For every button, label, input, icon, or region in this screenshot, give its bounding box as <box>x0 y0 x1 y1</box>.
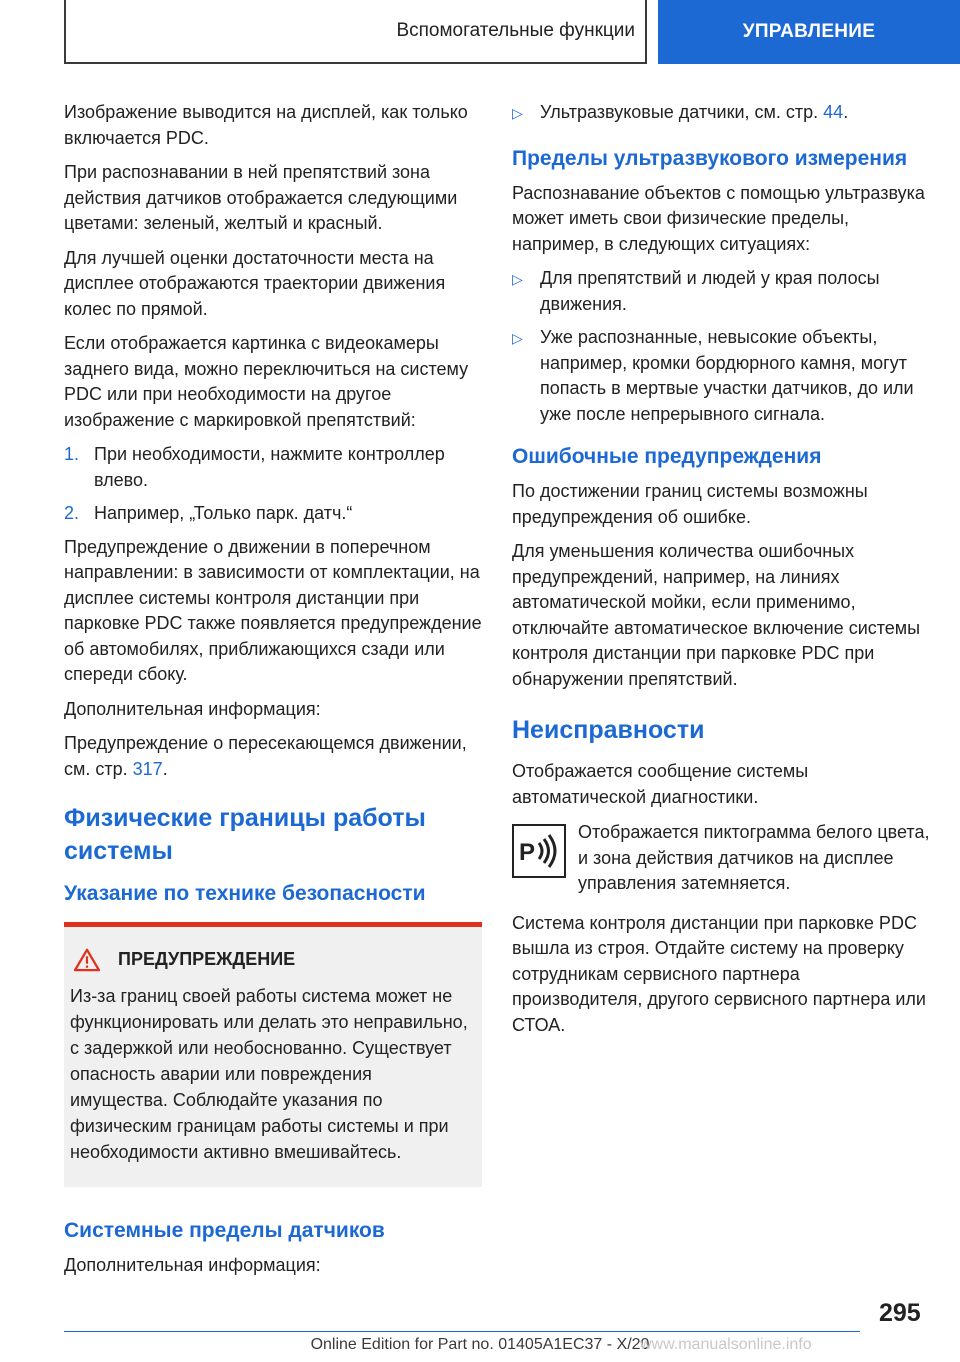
footer-divider <box>64 1331 860 1332</box>
paragraph: Дополнительная информация: <box>64 698 321 719</box>
header-section-title: Вспомогательные функции <box>396 20 635 41</box>
left-column <box>64 100 482 1287</box>
triangle-bullet-icon: ▷ <box>512 330 523 346</box>
warning-text: Из-за границ своей работы система может не функционировать или делать это неправильно, с задержкой или необоснованно. Существует опасность аварии или повреждения имущества. Соблюдайте указания по физическим границам работы системы и при необходимости активно вмешивайтесь. <box>70 985 468 1162</box>
site-watermark: www.manualsonline.info <box>640 1336 812 1353</box>
reference-text: Ультразвуковые датчики, см. стр. <box>540 102 824 122</box>
paragraph: По достижении границ системы возможны предупреждения об ошибке. <box>512 481 868 527</box>
section-heading: Неисправности <box>512 716 705 744</box>
paragraph: Дополнительная информация: <box>64 1254 321 1275</box>
step-text: Например, „Только парк. датч.“ <box>94 503 353 523</box>
right-column <box>512 100 932 1047</box>
footer-edition <box>0 1336 960 1354</box>
warning-title: ПРЕДУПРЕЖДЕНИЕ <box>118 949 296 969</box>
step-number: 2. <box>64 503 80 523</box>
punctuation: . <box>162 758 168 779</box>
icon-note <box>512 820 932 897</box>
warning-header <box>70 947 470 973</box>
header-chapter-title: УПРАВЛЕНИЕ <box>742 21 876 42</box>
warning-triangle-icon <box>72 948 102 972</box>
subsection-heading: Указание по технике безопасности <box>64 882 426 905</box>
step-number: 1. <box>64 444 80 464</box>
page-number: 295 <box>879 1299 921 1327</box>
paragraph: При распознавании в ней препятствий зона действия датчиков отображается следующими цветами: зеленый, желтый и красный. <box>64 162 458 233</box>
page-link[interactable]: 44 <box>823 102 844 122</box>
paragraph: Система контроля дистанции при парковке PDC вышла из строя. Отдайте систему на проверку сотрудникам сервисного партнера производителя, другого сервисного партнера или СТОА. <box>512 912 926 1035</box>
step-text: При необходимости, нажмите контроллер влево. <box>94 444 445 490</box>
section-heading: Физические границы работы системы <box>64 804 426 865</box>
paragraph: Распознавание объектов с помощью ультразвука может иметь свои физические пределы, например, в следующих ситуациях: <box>512 182 925 254</box>
svg-text:P: P <box>519 839 536 866</box>
reference-text: Предупреждение о пересекающемся движении, см. стр. <box>64 733 467 779</box>
bullet-text: Уже распознанные, невысокие объекты, например, кромки бордюрного камня, могут попасть в мертвые участки датчиков, до или уже после непрерывного сигнала. <box>540 327 914 424</box>
header-chapter-tab <box>658 0 960 64</box>
bullet-item <box>512 266 932 317</box>
step-item <box>64 442 482 493</box>
page-link[interactable]: 317 <box>132 758 163 779</box>
paragraph: Для лучшей оценки достаточности места на дисплее отображаются траектории движения колес по прямой. <box>64 247 446 319</box>
header-section-tab <box>64 0 647 64</box>
paragraph <box>64 731 482 782</box>
paragraph: Предупреждение о движении в поперечном направлении: в зависимости от комплектации, на дисплее системы контроля дистанции при парковке PDC также появляется предупреждение об автомобилях, приближающихся сзади или спереди сбоку. <box>64 536 482 684</box>
edition-text: Online Edition for Part no. 01405A1EC37 - X/20 <box>310 1336 650 1353</box>
bullet-text <box>540 100 932 127</box>
subsection-heading: Пределы ультразвукового измерения <box>512 146 908 170</box>
paragraph: Если отображается картинка с видеокамеры заднего вида, можно переключиться на систему PDC или при необходимости на другое изображение с маркировкой препятствий: <box>64 333 469 430</box>
paragraph: Изображение выводится на дисплей, как только включается PDC. <box>64 102 468 148</box>
pdc-fault-icon <box>512 824 566 878</box>
step-item <box>64 501 482 527</box>
triangle-bullet-icon: ▷ <box>512 271 523 287</box>
icon-note-text: Отображается пиктограмма белого цвета, и зона действия датчиков на дисплее управления затемняется. <box>578 822 930 893</box>
subsection-heading: Системные пределы датчиков <box>64 1218 385 1242</box>
bullet-item <box>512 100 932 127</box>
punctuation: . <box>843 102 849 122</box>
bullet-text: Для препятствий и людей у края полосы движения. <box>540 268 880 314</box>
warning-box <box>64 922 482 1187</box>
paragraph: Для уменьшения количества ошибочных предупреждений, например, на линиях автоматической мойки, если применимо, отключайте автоматическое включение системы контроля дистанции при парковке PDC при обнаружении препятствий. <box>512 541 921 689</box>
paragraph: Отображается сообщение системы автоматической диагностики. <box>512 761 809 807</box>
bullet-item <box>512 325 932 427</box>
subsection-heading: Ошибочные предупреждения <box>512 445 822 468</box>
triangle-bullet-icon: ▷ <box>512 105 523 121</box>
